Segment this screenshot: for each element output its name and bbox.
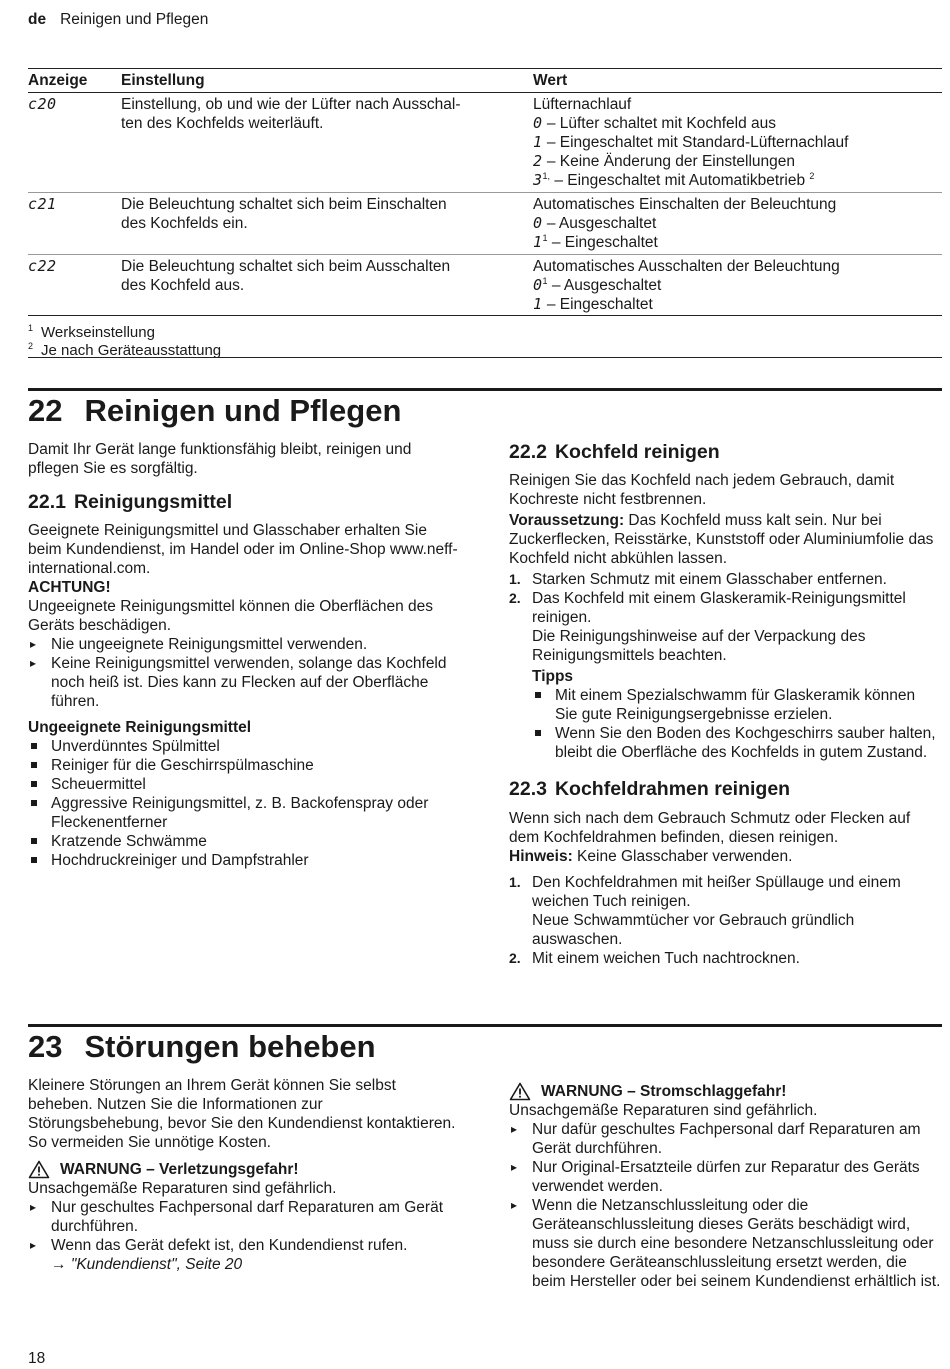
chapter-title: 22 Reinigen und Pflegen [28, 393, 402, 428]
warning-heading [509, 1082, 941, 1101]
table-cell-code: c21 [28, 195, 57, 213]
table-rule [28, 315, 942, 316]
note: Hinweis: Keine Glasschaber verwenden. [509, 848, 793, 865]
value-title: Automatisches Ausschalten der Beleuchtung [533, 258, 840, 275]
list-item: Hochdruckreiniger und Dampfstrahler [28, 851, 458, 870]
table-cell-value [533, 95, 848, 190]
col-header-anzeige: Anzeige [28, 72, 88, 89]
footnote: $^1$ Werkseinstellung [28, 323, 155, 341]
section-heading-22-3: 22.3 Kochfeldrahmen reinigen [509, 778, 791, 800]
value-option: 0 – Ausgeschaltet [533, 214, 657, 232]
table-cell-setting [121, 195, 447, 233]
tips-block [509, 667, 941, 762]
step-item: 1. Starken Schmutz mit einem Glasschaber entfernen. [509, 571, 887, 588]
list-title: Ungeeignete Reinigungsmittel [28, 719, 252, 736]
caution-label: ACHTUNG! [28, 579, 111, 596]
list-item: ▸ Keine Reinigungsmittel verwenden, solange das Kochfeld noch heiß ist. Dies kann zu Flecken auf der Oberfläche führen. [28, 654, 458, 711]
list-item: Wenn Sie den Boden des Kochgeschirrs sauber halten, bleibt die Oberfläche des Kochfelds in gutem Zustand. [532, 724, 941, 762]
left-column-22 [28, 440, 458, 870]
value-option: $1^1$ – Eingeschaltet [533, 233, 658, 251]
paragraph: Geeignete Reinigungsmittel und Glasschaber erhalten Sie beim Kundendienst, im Handel oder im Online-Shop www.neff-international.com. [28, 522, 458, 577]
value-title: Lüfternachlauf [533, 96, 632, 113]
running-header [28, 10, 208, 29]
warning-label: WARNUNG – Verletzungsgefahr! [60, 1161, 299, 1178]
table-cell-setting [121, 95, 461, 133]
step-item: 1. Den Kochfeldrahmen mit heißer Spüllauge und einem weichen Tuch reinigen. Neue Schwammtücher vor Gebrauch gründlich auswaschen. [509, 874, 901, 948]
setting-line: Einstellung, ob und wie der Lüfter nach Ausschal- [121, 96, 461, 113]
list-item: Kratzende Schwämme [28, 832, 458, 851]
value-option: $0^1$ – Ausgeschaltet [533, 276, 662, 294]
table-rule [28, 68, 942, 69]
list-item: ▸ Nur dafür geschultes Fachpersonal darf Reparaturen am Gerät durchführen. [509, 1120, 941, 1158]
chapter-intro: Kleinere Störungen an Ihrem Gerät können Sie selbst beheben. Nutzen Sie die Informationen zur Störungsbehebung, bevor Sie den Kundendienst kontaktieren. So vermeiden Sie unnötige Kosten. [28, 1077, 456, 1151]
list-item: ▸ Nie ungeeignete Reinigungsmittel verwenden. [28, 635, 458, 654]
list-item: Aggressive Reinigungsmittel, z. B. Backofenspray oder Fleckenentferner [28, 794, 458, 832]
warning-text: Unsachgemäße Reparaturen sind gefährlich. [28, 1180, 337, 1197]
chapter-intro: Damit Ihr Gerät lange funktionsfähig bleibt, reinigen und pflegen Sie es sorgfältig. [28, 441, 412, 477]
value-option: $3^{1,}$ – Eingeschaltet mit Automatikbetrieb $^2$ [533, 171, 815, 189]
section-heading-22-1: 22.1 Reinigungsmittel [28, 491, 233, 513]
steps-list [509, 570, 941, 665]
warning-heading [28, 1160, 460, 1179]
value-title: Automatisches Einschalten der Beleuchtung [533, 196, 837, 213]
caution-list [28, 635, 458, 711]
setting-line: ten des Kochfelds weiterläuft. [121, 115, 324, 132]
arrow-right-icon: → [51, 1256, 71, 1273]
setting-line: des Kochfelds ein. [121, 215, 248, 232]
warning-label: WARNUNG – Stromschlaggefahr! [541, 1083, 787, 1100]
table-rule [28, 92, 942, 93]
table-cell-value [533, 195, 836, 252]
steps-list [509, 873, 941, 968]
step-item: 2. Mit einem weichen Tuch nachtrocknen. [509, 950, 800, 967]
list-item: Scheuermittel [28, 775, 458, 794]
language-code: de [28, 11, 47, 28]
warning-text: Unsachgemäße Reparaturen sind gefährlich. [509, 1102, 818, 1119]
tips-list [532, 686, 941, 762]
prerequisite: Voraussetzung: Das Kochfeld muss kalt sein. Nur bei Zuckerflecken, Reisstärke, Kunststoff oder Aluminiumfolie das Kochfeld nicht abkühlen lassen. [509, 512, 934, 567]
chapter-title: 23 Störungen beheben [28, 1029, 376, 1064]
list-item: Unverdünntes Spülmittel [28, 737, 458, 756]
list-item: Reiniger für die Geschirrspülmaschine [28, 756, 458, 775]
left-column-23 [28, 1076, 460, 1274]
step-item: 2. Das Kochfeld mit einem Glaskeramik-Reinigungsmittel reinigen. Die Reinigungshinweise auf der Verpackung des Reinigungsmittels beachten. [509, 590, 906, 664]
setting-line: Die Beleuchtung schaltet sich beim Ausschalten [121, 258, 451, 275]
list-item: Mit einem Spezialschwamm für Glaskeramik können Sie gute Reinigungsergebnisse erzielen. [532, 686, 941, 724]
right-column-22 [509, 440, 941, 968]
unsuitable-cleaners-list [28, 737, 458, 870]
table-cell-code: c22 [28, 257, 57, 275]
value-option: 0 – Lüfter schaltet mit Kochfeld aus [533, 114, 777, 132]
paragraph: Wenn sich nach dem Gebrauch Schmutz oder Flecken auf dem Kochfeldrahmen befinden, diesen reinigen. [509, 810, 911, 846]
value-option: 1 – Eingeschaltet mit Standard-Lüfternachlauf [533, 133, 849, 151]
cross-reference-link[interactable]: → "Kundendienst", Seite 20 [51, 1256, 243, 1273]
right-column-23 [509, 1076, 941, 1291]
col-header-wert: Wert [533, 72, 568, 89]
header-title: Reinigen und Pflegen [60, 11, 209, 28]
table-cell-setting [121, 257, 450, 295]
paragraph: Reinigen Sie das Kochfeld nach jedem Gebrauch, damit Kochreste nicht festbrennen. [509, 472, 895, 508]
setting-line: Die Beleuchtung schaltet sich beim Einschalten [121, 196, 447, 213]
tips-title: Tipps [532, 668, 574, 685]
table-rule [28, 192, 942, 193]
warning-list [28, 1198, 460, 1255]
table-rule [28, 357, 942, 358]
footnote: $^2$ Je nach Geräteausstattung [28, 341, 222, 359]
table-cell-value [533, 257, 840, 314]
section-heading-22-2: 22.2 Kochfeld reinigen [509, 441, 720, 463]
table-cell-code: c20 [28, 95, 57, 113]
setting-line: des Kochfeld aus. [121, 277, 245, 294]
warning-triangle-icon [509, 1082, 531, 1101]
warning-triangle-icon [28, 1160, 50, 1179]
list-item: ▸ Wenn das Gerät defekt ist, den Kundendienst rufen. [28, 1236, 460, 1255]
list-item: ▸ Nur geschultes Fachpersonal darf Reparaturen am Gerät durchführen. [28, 1198, 460, 1236]
warning-list [509, 1120, 941, 1291]
page-number: 18 [28, 1350, 46, 1367]
col-header-einstellung: Einstellung [121, 72, 205, 89]
chapter-rule [28, 388, 942, 391]
table-rule [28, 254, 942, 255]
list-item: ▸ Nur Original-Ersatzteile dürfen zur Reparatur des Geräts verwendet werden. [509, 1158, 941, 1196]
value-option: 2 – Keine Änderung der Einstellungen [533, 152, 796, 170]
caution-text: Ungeeignete Reinigungsmittel können die Oberflächen des Geräts beschädigen. [28, 598, 433, 634]
list-item: ▸ Wenn die Netzanschlussleitung oder die Geräteanschlussleitung dieses Geräts beschädigt wird, muss sie durch eine besondere Netzanschlussleitung oder besondere Geräteanschlussleitung ersetzt werden, die beim Hersteller oder bei seinem Kundendienst erhältlich ist. [509, 1196, 941, 1291]
chapter-rule [28, 1024, 942, 1027]
value-option: 1 – Eingeschaltet [533, 295, 653, 313]
